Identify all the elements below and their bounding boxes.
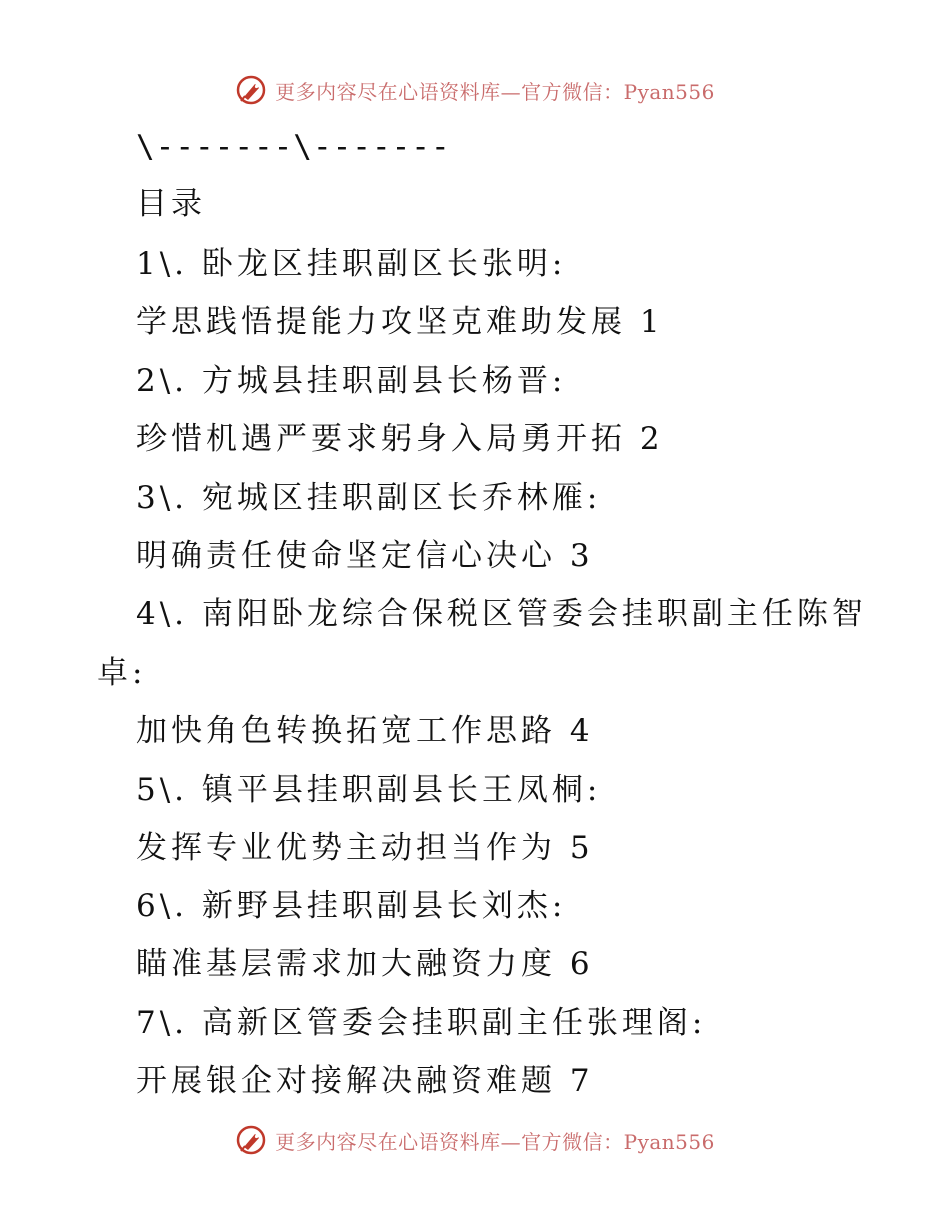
- toc-entry-heading: 7\. 高新区管委会挂职副主任张理阁:: [136, 1005, 707, 1041]
- toc-entry-heading: 6\. 新野县挂职副县长刘杰:: [136, 888, 567, 924]
- toc-title: 目录: [136, 186, 206, 222]
- toc-entry-heading: 3\. 宛城区挂职副区长乔林雁:: [136, 480, 602, 516]
- toc-entry-subtitle: 开展银企对接解决融资难题 7: [136, 1063, 594, 1099]
- watermark-text: 更多内容尽在心语资料库—官方微信：Pyan556: [275, 1129, 715, 1154]
- toc-entry-heading: 1\. 卧龙区挂职副区长张明:: [136, 246, 567, 282]
- separator-line: \-------\-------: [136, 129, 451, 165]
- watermark-text: 更多内容尽在心语资料库—官方微信：Pyan556: [275, 79, 715, 104]
- toc-entry-subtitle: 发挥专业优势主动担当作为 5: [136, 830, 594, 866]
- toc-entry-subtitle: 明确责任使命坚定信心决心 3: [136, 538, 594, 574]
- toc-entry-subtitle: 加快角色转换拓宽工作思路 4: [136, 713, 594, 749]
- toc-entry-subtitle: 珍惜机遇严要求躬身入局勇开拓 2: [136, 421, 664, 457]
- toc-entry-heading: 2\. 方城县挂职副县长杨晋:: [136, 363, 567, 399]
- toc-entry-subtitle: 学思践悟提能力攻坚克难助发展 1: [136, 304, 664, 340]
- watermark-header: [0, 70, 950, 110]
- pen-nib-icon: [235, 1124, 267, 1156]
- watermark-footer: [0, 1120, 950, 1160]
- toc-entry-subtitle: 瞄准基层需求加大融资力度 6: [136, 946, 594, 982]
- toc-entry-heading: 5\. 镇平县挂职副县长王凤桐:: [136, 772, 602, 808]
- pen-nib-icon: [235, 74, 267, 106]
- toc-entry-heading: 4\. 南阳卧龙综合保税区管委会挂职副主任陈智: [136, 596, 867, 632]
- toc-entry-heading-continuation: 卓:: [97, 655, 147, 691]
